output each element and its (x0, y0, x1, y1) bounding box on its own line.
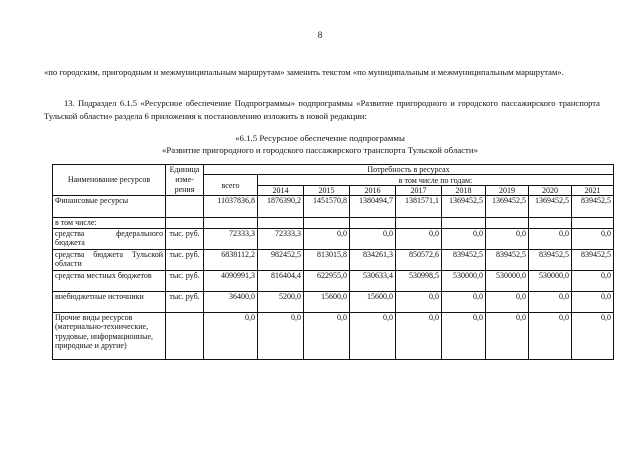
resources-table (52, 164, 614, 360)
row-value: 0,0 (304, 228, 350, 249)
row-value: 0,0 (529, 312, 572, 359)
row-value: 530633,4 (350, 270, 396, 291)
table-row-financial (53, 196, 614, 218)
row-total: 6838112,2 (204, 249, 258, 270)
need-header: Потребность в ресурсах (204, 165, 614, 175)
heading-line-1: «6.1.5 Ресурсное обеспечение подпрограммы (235, 133, 405, 143)
paragraph-amendment: 13. Подраздел 6.1.5 «Ресурсное обеспечение Подпрограммы» подпрограммы «Развитие пригородного и городского пассажирского транспорта Тульской области» раздела 6 приложения к постановлению изложить в новой редакции: (44, 98, 600, 121)
table-row-including (53, 218, 614, 229)
row-value: 1369452,5 (486, 196, 529, 218)
row-name: внебюджетные источники (53, 291, 166, 312)
row-value: 0,0 (486, 291, 529, 312)
row-value: 1369452,5 (529, 196, 572, 218)
row-value: 839452,5 (486, 249, 529, 270)
year-header: 2016 (350, 186, 396, 196)
row-name: средства местных бюджетов (53, 270, 166, 291)
row-name: средства бюджета Тульской области (53, 249, 166, 270)
row-value: 530000,0 (529, 270, 572, 291)
row-total: 11037836,8 (204, 196, 258, 218)
row-value: 15600,0 (304, 291, 350, 312)
row-value: 0,0 (529, 228, 572, 249)
row-value: 0,0 (529, 291, 572, 312)
table-header (53, 165, 614, 196)
row-value: 0,0 (572, 312, 614, 359)
row-value: 0,0 (486, 312, 529, 359)
year-header: 2021 (572, 186, 614, 196)
row-value: 982452,5 (258, 249, 304, 270)
page-number: 8 (317, 30, 323, 40)
row-name: средства федерального бюджета (53, 228, 166, 249)
row-value: 1876390,2 (258, 196, 304, 218)
row-value: 15600,0 (350, 291, 396, 312)
row-value: 0,0 (572, 228, 614, 249)
row-value: 850572,6 (396, 249, 442, 270)
table-row (53, 249, 614, 270)
col-unit-header: Единица изме-рения (166, 165, 204, 196)
row-value: 0,0 (350, 312, 396, 359)
year-header: 2014 (258, 186, 304, 196)
table-row-other-resources (53, 312, 614, 359)
row-value: 0,0 (396, 291, 442, 312)
row-value: 0,0 (396, 228, 442, 249)
year-header: 2015 (304, 186, 350, 196)
row-value: 0,0 (442, 312, 486, 359)
row-value: 0,0 (350, 228, 396, 249)
row-value: 1380494,7 (350, 196, 396, 218)
row-unit (166, 312, 204, 359)
year-header: 2019 (486, 186, 529, 196)
row-total: 36400,0 (204, 291, 258, 312)
year-header: 2020 (529, 186, 572, 196)
row-value: 1451570,8 (304, 196, 350, 218)
row-value: 839452,5 (529, 249, 572, 270)
table-heading (0, 133, 640, 157)
row-value: 5200,0 (258, 291, 304, 312)
row-value: 813015,8 (304, 249, 350, 270)
including-label: в том числе: (53, 218, 166, 229)
row-unit (166, 196, 204, 218)
row-value: 834261,3 (350, 249, 396, 270)
row-value: 816404,4 (258, 270, 304, 291)
total-header: всего (204, 175, 258, 196)
row-value: 0,0 (442, 228, 486, 249)
row-value: 530000,0 (442, 270, 486, 291)
row-value: 0,0 (486, 228, 529, 249)
row-total: 0,0 (204, 312, 258, 359)
row-value: 622955,0 (304, 270, 350, 291)
row-value: 530000,0 (486, 270, 529, 291)
row-name: Прочие виды ресурсов (материально-технические, трудовые, информационные, природные и другие) (53, 312, 166, 359)
row-value: 839452,5 (572, 249, 614, 270)
row-value: 0,0 (258, 312, 304, 359)
row-value: 1369452,5 (442, 196, 486, 218)
table-row (53, 270, 614, 291)
row-value: 0,0 (396, 312, 442, 359)
row-value: 839452,5 (572, 196, 614, 218)
year-header: 2017 (396, 186, 442, 196)
row-value: 839452,5 (442, 249, 486, 270)
col-name-header: Наименование ресурсов (53, 165, 166, 196)
row-total: 4090991,3 (204, 270, 258, 291)
table-row (53, 228, 614, 249)
table-row (53, 291, 614, 312)
by-years-header: в том числе по годам: (258, 175, 614, 186)
row-total: 72333,3 (204, 228, 258, 249)
row-value: 0,0 (572, 270, 614, 291)
row-unit: тыс. руб. (166, 249, 204, 270)
row-value: 72333,3 (258, 228, 304, 249)
row-value: 1381571,1 (396, 196, 442, 218)
row-unit: тыс. руб. (166, 291, 204, 312)
paragraph-replacement: «по городским, пригородным и межмуниципальным маршрутам» заменить текстом «по муниципальным и межмуниципальным маршрутам». (44, 67, 564, 77)
row-unit: тыс. руб. (166, 228, 204, 249)
year-header: 2018 (442, 186, 486, 196)
row-unit: тыс. руб. (166, 270, 204, 291)
row-value: 530998,5 (396, 270, 442, 291)
row-value: 0,0 (442, 291, 486, 312)
row-name: Финансовые ресурсы (53, 196, 166, 218)
row-value: 0,0 (572, 291, 614, 312)
heading-line-2: «Развитие пригородного и городского пассажирского транспорта Тульской области» (162, 144, 478, 155)
row-value: 0,0 (304, 312, 350, 359)
